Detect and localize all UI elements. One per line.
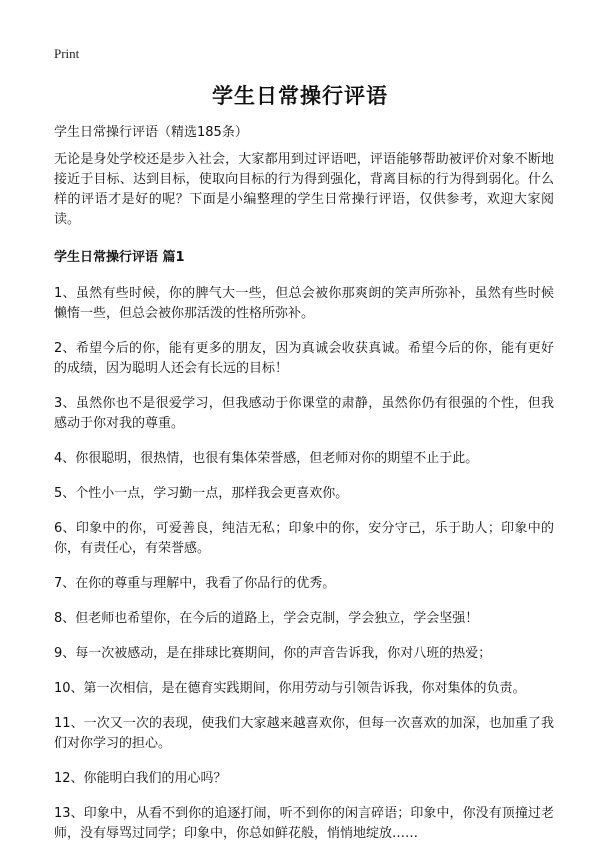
- intro-paragraph: 无论是身处学校还是步入社会，大家都用到过评语吧，评语能够帮助被评价对象不断地接近于目标、达到目标，使取向目标的行为得到强化，背离目标的行为得到弱化。什么样的评语才是好的呢？下面是小编整理的学生日常操行评语，仅供参考，欢迎大家阅读。: [54, 152, 554, 227]
- print-link[interactable]: Print: [54, 46, 80, 61]
- article-subtitle: 学生日常操行评语（精选185条）: [54, 125, 248, 140]
- section-heading: 学生日常操行评语 篇1: [54, 250, 185, 265]
- list-item: 12、你能明白我们的用心吗？: [54, 771, 227, 786]
- list-item: 13、印象中，从看不到你的追逐打闹，听不到你的闲言碎语；印象中，你没有顶撞过老师，没有辱骂过同学；印象中，你总如鲜花般，悄悄地绽放……: [54, 806, 554, 841]
- list-item: 6、印象中的你，可爱善良，纯洁无私；印象中的你，安分守己，乐于助人；印象中的你，有责任心，有荣誉感。: [54, 521, 554, 556]
- article-body: [54, 150, 554, 859]
- list-item: 7、在你的尊重与理解中，我看了你品行的优秀。: [54, 576, 336, 591]
- page-title: 学生日常操行评语: [212, 84, 388, 108]
- list-item: 11、一次又一次的表现，使我们大家越来越喜欢你，但每一次喜欢的加深，也加重了我们对你学习的担心。: [54, 716, 554, 751]
- list-item: 2、希望今后的你，能有更多的朋友，因为真诚会收获真诚。希望今后的你，能有更好的成绩，因为聪明人还会有长远的目标！: [54, 341, 554, 376]
- list-item: 3、虽然你也不是很爱学习，但我感动于你课堂的肃静，虽然你仍有很强的个性，但我感动于你对我的尊重。: [54, 396, 554, 431]
- list-item: 9、每一次被感动，是在排球比赛期间，你的声音告诉我，你对八班的热爱；: [54, 646, 492, 661]
- list-item: 8、但老师也希望你，在今后的道路上，学会克制，学会独立，学会坚强！: [54, 611, 479, 626]
- list-item: 5、个性小一点，学习勤一点，那样我会更喜欢你。: [54, 486, 349, 501]
- list-item: 4、你很聪明，很热情，也很有集体荣誉感，但老师对你的期望不止于此。: [54, 451, 479, 466]
- list-item: 10、第一次相信，是在德育实践期间，你用劳动与引领告诉我，你对集体的负责。: [54, 681, 526, 696]
- list-item: 1、虽然有些时候，你的脾气大一些，但总会被你那爽朗的笑声所弥补，虽然有些时候懒惰一些，但总会被你那活泼的性格所弥补。: [54, 286, 554, 321]
